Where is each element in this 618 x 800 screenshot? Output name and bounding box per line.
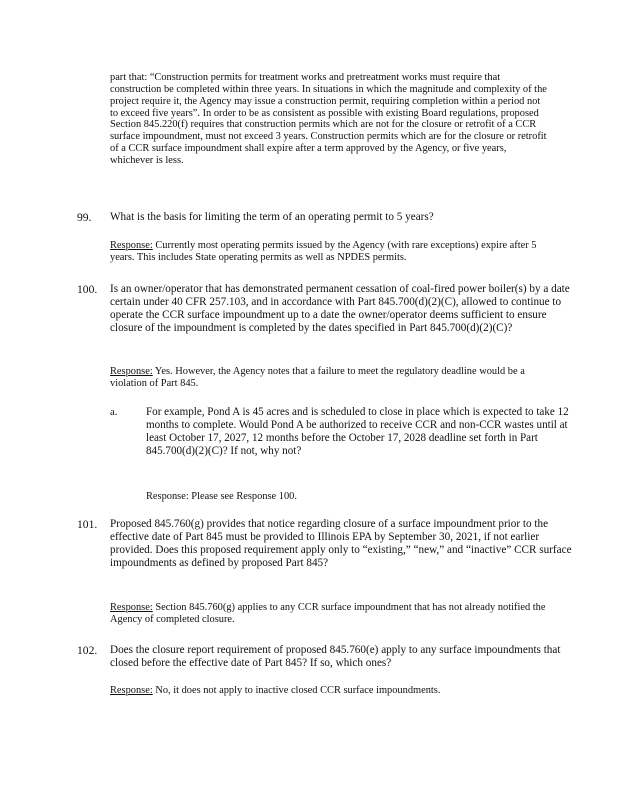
- response-99: [110, 240, 550, 264]
- sub-question-100a: For example, Pond A is 45 acres and is scheduled to close in place which is expected to take 12 months to complete. Would Pond A be authorized to receive CCR and non-CCR wastes until at least October 17, 2027, 12 months before the October 17, 2028 deadline set forth in Part 845.700(d)(2)(C)? If not, why not?: [146, 406, 569, 457]
- question-100: Is an owner/operator that has demonstrated permanent cessation of coal-fired power boiler(s) by a date certain under 40 CFR 257.103, and in accordance with Part 845.700(d)(2)(C), allowed to continue to operate the CCR surface impoundment up to a date the owner/operator deems sufficient to ensure closure of the impoundment is completed by the dates specified in Part 845.700(d)(2)(C)?: [110, 283, 570, 334]
- response-text: No, it does not apply to inactive closed CCR surface impoundments.: [152, 685, 441, 696]
- response-102: [110, 685, 550, 697]
- response-label: Response:: [110, 602, 153, 613]
- response-label: Response:: [110, 366, 153, 377]
- intro-paragraph: part that: “Construction permits for treatment works and pretreatment works must require that construction be completed within three years. In situations in which the magnitude and complexity of the project require it, the Agency may issue a construction permit, requiring completion within a period not to exceed five years”. In order to be as consistent as possible with existing Board regulations, proposed Section 845.220(f) requires that construction permits which are not for the closure or retrofit of a CCR surface impoundment, must not exceed 3 years. Construction permits which are for the closure or retrofit of a CCR surface impoundment shall expire after a term approved by the Agency, or five years, whichever is less.: [110, 72, 547, 166]
- response-label: Response:: [110, 685, 153, 696]
- question-102: Does the closure report requirement of proposed 845.760(e) apply to any surface impoundments that closed before the effective date of Part 845? If so, which ones?: [110, 644, 561, 669]
- response-101: [110, 602, 550, 626]
- question-number-102: 102.: [77, 644, 98, 657]
- question-number-101: 101.: [77, 518, 98, 531]
- question-number-100: 100.: [77, 283, 98, 296]
- sub-response-100a: Response: Please see Response 100.: [146, 491, 297, 502]
- response-text: Section 845.760(g) applies to any CCR surface impoundment that has not already notified the Agency of completed closure.: [110, 602, 546, 625]
- question-101: Proposed 845.760(g) provides that notice regarding closure of a surface impoundment prior to the effective date of Part 845 must be provided to Illinois EPA by September 30, 2021, if not earlier provided. Does this proposed requirement apply only to “existing,” “new,” and “inactive” CCR surface impoundments as defined by proposed Part 845?: [110, 518, 572, 569]
- response-100: [110, 366, 550, 390]
- response-label: Response:: [110, 240, 153, 251]
- question-number-99: 99.: [77, 211, 92, 224]
- response-text: Currently most operating permits issued by the Agency (with rare exceptions) expire after 5 years. This includes State operating permits as well as NPDES permits.: [110, 240, 537, 263]
- question-99: What is the basis for limiting the term of an operating permit to 5 years?: [110, 211, 434, 223]
- sub-question-letter: a.: [110, 407, 118, 418]
- response-text: Yes. However, the Agency notes that a failure to meet the regulatory deadline would be a violation of Part 845.: [110, 366, 525, 389]
